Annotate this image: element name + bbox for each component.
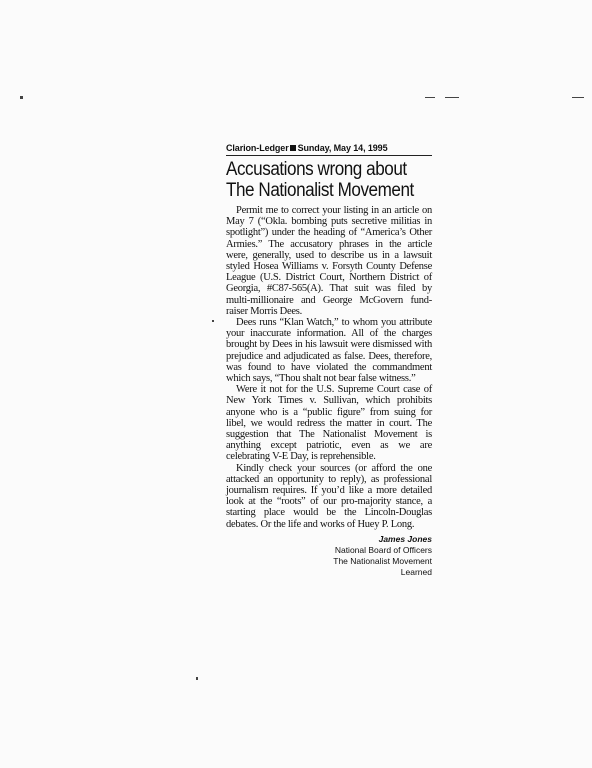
author-location: Learned bbox=[400, 566, 432, 577]
scan-speck bbox=[212, 320, 214, 322]
author-title: National Board of Officers bbox=[334, 544, 432, 555]
newspaper-clipping bbox=[226, 143, 432, 578]
scan-speck bbox=[196, 677, 198, 680]
letter-body bbox=[226, 205, 432, 530]
paragraph-2: Dees runs “Klan Watch,” to whom you attribute your inaccurate information. All of the charges brought by Dees in his lawsuit were dismissed with prejudice and adjudicated as false. Dees, therefore, was found to have violated the commandment which says, “Thou shalt not bear false witness.” bbox=[226, 317, 432, 385]
newspaper-name: Clarion-Ledger bbox=[226, 143, 289, 153]
paragraph-4: Kindly check your sources (or afford the one attacked an opportunity to reply), as professional journalism requires. If you’d like a more detailed look at the “roots” of our pro-majority stance, a starting place would be the Lincoln-Douglas debates. Or the life and works of Huey P. Long. bbox=[226, 462, 432, 530]
scan-speck bbox=[445, 97, 459, 98]
scan-speck bbox=[20, 96, 23, 99]
author-name: James Jones bbox=[378, 533, 432, 544]
paragraph-3: Were it not for the U.S. Supreme Court case of New York Times v. Sullivan, which prohibits anyone who is a “public figure” from suing for libel, we would redress the matter in court. The suggestion that The Nationalist Movement is anything except patriotic, even as we are celebrating V-E Day, is reprehensible. bbox=[226, 384, 432, 463]
headline bbox=[226, 159, 414, 201]
scan-speck bbox=[572, 97, 584, 98]
masthead bbox=[226, 143, 432, 156]
scan-speck bbox=[425, 97, 435, 98]
author-organization: The Nationalist Movement bbox=[333, 555, 432, 566]
headline-line-1: Accusations wrong about bbox=[226, 159, 407, 180]
paragraph-1: Permit me to correct your listing in an article on May 7 (“Okla. bombing puts secretive militias in spotlight”) under the heading of “America’s Other Armies.” The accusatory phrases in the article were, generally, used to describe us in a lawsuit styled Hosea Williams v. Forsyth County Defense League (U.S. District Court, Northern District of Georgia, #C87-565(A). That suit was filed by multi-millionaire and George McGovern fund-raiser Morris Dees. bbox=[226, 205, 432, 317]
signature-block bbox=[226, 534, 432, 578]
publication-date: Sunday, May 14, 1995 bbox=[297, 143, 388, 153]
headline-line-2: The Nationalist Movement bbox=[226, 180, 414, 201]
square-bullet-icon bbox=[290, 145, 296, 151]
